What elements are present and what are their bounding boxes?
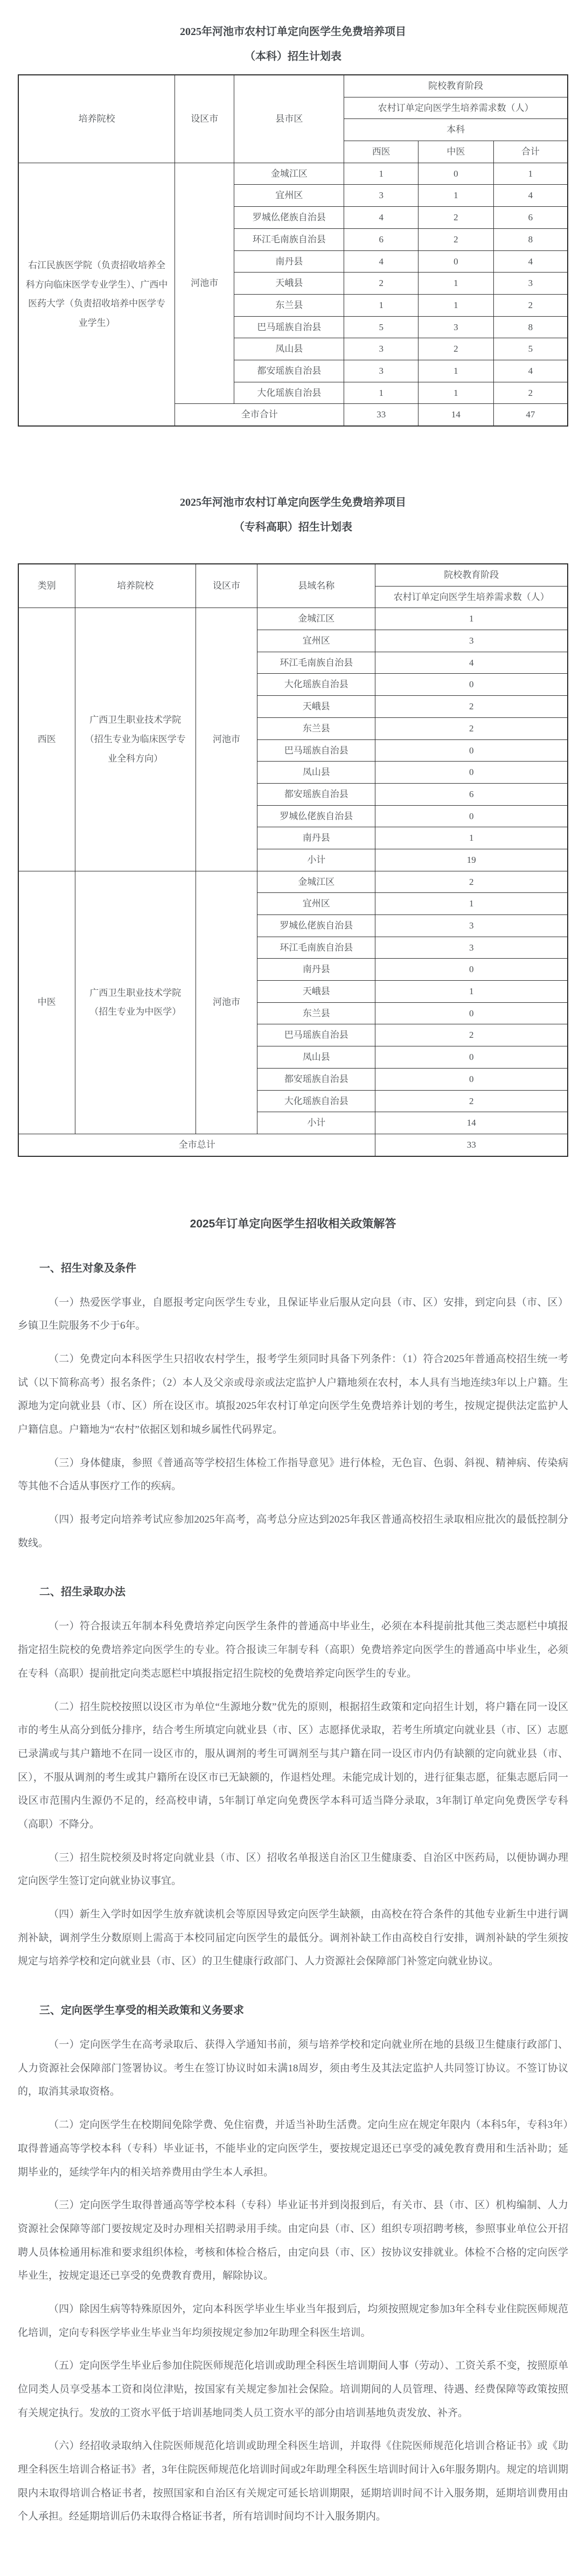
table2-row [18,871,568,893]
table2-county-cell: 都安瑶族自治县 [257,783,375,805]
table2-county-cell: 金城江区 [257,608,375,630]
table2-county-cell: 金城江区 [257,871,375,893]
table1-western-value: 4 [344,250,418,273]
table1-total-value: 4 [493,360,568,382]
table1-total-value: 5 [493,338,568,360]
table2-college-cell: 广西卫生职业技术学院（招生专业为临床医学专业全科方向） [75,608,196,871]
table2-subtotal-value: 14 [375,1112,568,1134]
table2-header-city: 设区市 [196,564,257,608]
table1-city-cell: 河池市 [175,163,234,404]
table1-chinese-value: 1 [418,382,494,404]
table2-county-cell: 凤山县 [257,1046,375,1069]
table2-city-cell: 河池市 [196,871,257,1134]
table2-subtotal-label: 小计 [257,849,375,871]
table1-total-value: 2 [493,382,568,404]
table2-header-category: 类别 [18,564,75,608]
table2-county-cell: 天峨县 [257,696,375,718]
table2-header-stage: 院校教育阶段 [375,564,568,586]
table1-county-cell: 罗城仫佬族自治县 [234,207,344,229]
table1-county-cell: 宜州区 [234,185,344,207]
table2-demand-value: 1 [375,893,568,915]
policy-paragraph: （二）定向医学生在校期间免除学费、免住宿费，并适当补助生活费。定向生应在规定年限内（本科5年，专科3年）取得普通高等学校本科（专科）毕业证书，不能毕业的定向医学生，要按规定退还已享受的减免教育费用和生活补助；延期毕业的，延续学年内的相关培养费用由学生本人承担。 [18,2119,568,2178]
policy-paragraph: （三）身体健康，参照《普通高等学校招生体检工作指导意见》进行体检，无色盲、色弱、斜视、精神病、传染病等其他不合适从事医疗工作的疾病。 [18,1457,568,1492]
table2-demand-value: 2 [375,717,568,739]
table1-western-value: 6 [344,228,418,250]
policy-paragraph: （四）报考定向培养考试应参加2025年高考，高考总分应达到2025年我区普通高校招生录取相应批次的最低控制分数线。 [18,1514,568,1549]
policy-section [18,1215,568,2529]
table2-demand-value: 3 [375,630,568,652]
table2-demand-value: 0 [375,762,568,784]
table1-summary-total: 47 [493,404,568,426]
table1-total-value: 2 [493,294,568,316]
table1-title-line2: （本科）招生计划表 [245,51,341,62]
table1-header-stage: 院校教育阶段 [344,75,568,97]
table1-chinese-value: 2 [418,338,494,360]
table2-demand-value: 4 [375,652,568,674]
policy-paragraph: （二）免费定向本科医学生只招收农村学生，报考学生须同时具备下列条件：（1）符合2025年普通高校招生统一考试（以下简称高考）报名条件；（2）本人及父亲或母亲或法定监护人户籍地须在农村，本人具有当地连续3年以上户籍。生源地为定向就业县（市、区）所在设区市。填报2025年农村订单定向医学生免费培养计划的考生，按规定提供法定监护人户籍信息。户籍地为“农村”依据区划和城乡属性代码界定。 [18,1353,568,1435]
table2-demand-value: 0 [375,674,568,696]
table2-county-cell: 宜州区 [257,630,375,652]
policy-section-heading: 二、招生录取办法 [39,1586,125,1598]
policy-paragraph: （二）招生院校按照以设区市为单位“生源地分数”优先的原则，根据招生政策和定向招生计划，将户籍在同一设区市的考生从高分到低分排序，结合考生所填定向就业县（市、区）志愿择优录取，若考生所填定向就业县（市、区）志愿已录满或与其户籍地不在同一设区市的，服从调剂的考生可调剂至与其户籍在同一设区市内仍有缺额的定向就业县（市、区），不服从调剂的考生或其户籍所在设区市已无缺额的，作退档处理。未能完成计划的，进行征集志愿，征集志愿后同一设区市范围内生源仍不足的，经高校申请，5年制订单定向免费医学本科可适当降分录取，3年制订单定向免费医学专科（高职）不降分。 [18,1701,568,1830]
table2-header-county: 县域名称 [257,564,375,608]
table2-demand-value: 1 [375,981,568,1003]
table1-chinese-value: 1 [418,273,494,295]
table1-college-cell: 右江民族医学院（负责招收培养全科方向临床医学专业学生）、广西中医药大学（负责招收培养中医学专业学生） [18,163,175,426]
table2-header-row-1 [18,564,568,586]
table1-title-line1: 2025年河池市农村订单定向医学生免费培养项目 [180,26,406,38]
table2-county-cell: 罗城仫佬族自治县 [257,805,375,827]
table1-total-value: 4 [493,185,568,207]
table2-demand-value: 1 [375,827,568,849]
policy-paragraph: （一）定向医学生在高考录取后、获得入学通知书前，须与培养学校和定向就业所在地的县级卫生健康行政部门、人力资源社会保障部门签署协议。考生在签订协议时如未满18周岁，须由考生及其法定监护人共同签订协议。不签订协议的，取消其录取资格。 [18,2039,568,2098]
table1-chinese-value: 1 [418,185,494,207]
table1-summary-chinese: 14 [418,404,494,426]
table2-demand-value: 2 [375,696,568,718]
table1-total-value: 3 [493,273,568,295]
table1-header-level: 本科 [344,119,568,141]
table1-county-cell: 大化瑶族自治县 [234,382,344,404]
table2-category-cell: 中医 [18,871,75,1134]
table2-county-cell: 南丹县 [257,959,375,981]
table2-county-cell: 都安瑶族自治县 [257,1068,375,1090]
table1-county-cell: 天峨县 [234,273,344,295]
table2-header-demand: 农村订单定向医学生培养需求数（人） [375,586,568,608]
table1-summary-western: 33 [344,404,418,426]
table2-demand-value: 0 [375,739,568,762]
table2-row [18,608,568,630]
table1-header-county: 县市区 [234,75,344,163]
table1-county-cell: 金城江区 [234,163,344,185]
table2-county-cell: 环江毛南族自治县 [257,652,375,674]
table2-category-cell: 西医 [18,608,75,871]
table1-row [18,163,568,185]
table2-demand-value: 2 [375,1024,568,1046]
table1-chinese-value: 3 [418,316,494,338]
policy-paragraph: （四）除因生病等特殊原因外，定向本科医学毕业生毕业当年报到后，均须按照规定参加3年全科专业住院医师规范化培训，定向专科医学毕业生毕业当年均须按规定参加2年助理全科医生培训。 [18,2303,568,2338]
table2-demand-value: 2 [375,1090,568,1112]
table1-western-value: 5 [344,316,418,338]
table1-summary-label: 全市合计 [175,404,344,426]
table1-county-cell: 环江毛南族自治县 [234,228,344,250]
table2-subtotal-value: 19 [375,849,568,871]
table1-western-value: 2 [344,273,418,295]
table1-chinese-value: 1 [418,294,494,316]
table1-header-demand: 农村订单定向医学生培养需求数（人） [344,97,568,119]
table2-county-cell: 大化瑶族自治县 [257,674,375,696]
table2-college-cell: 广西卫生职业技术学院（招生专业为中医学） [75,871,196,1134]
table1-total-value: 8 [493,228,568,250]
table2-demand-value: 0 [375,805,568,827]
table2-summary-row [18,1134,568,1156]
table1-chinese-value: 0 [418,250,494,273]
table2-title-line1: 2025年河池市农村订单定向医学生免费培养项目 [180,497,406,508]
table2-county-cell: 宜州区 [257,893,375,915]
table2-summary-label: 全市总计 [18,1134,375,1156]
table1-chinese-value: 0 [418,163,494,185]
table1-total-value: 6 [493,207,568,229]
policy-title: 2025年订单定向医学生招收相关政策解答 [190,1217,396,1230]
table2-demand-value: 0 [375,1002,568,1024]
table2-county-cell: 环江毛南族自治县 [257,937,375,959]
table1-chinese-value: 1 [418,360,494,382]
table1-county-cell: 都安瑶族自治县 [234,360,344,382]
table2-county-cell: 罗城仫佬族自治县 [257,915,375,937]
table2-demand-value: 6 [375,783,568,805]
table2-county-cell: 东兰县 [257,1002,375,1024]
table2-city-cell: 河池市 [196,608,257,871]
policy-paragraph: （一）符合报读五年制本科免费培养定向医学生条件的普通高中毕业生，必须在本科提前批其他三类志愿栏中填报指定招生院校的免费培养定向医学生的专业。符合报读三年制专科（高职）免费培养定向医学生的普通高中毕业生，必须在专科（高职）提前批定向类志愿栏中填报指定招生院校的免费培养定向医学生的专业。 [18,1621,568,1679]
table2-county-cell: 巴马瑶族自治县 [257,739,375,762]
policy-section-heading: 一、招生对象及条件 [39,1262,136,1274]
table2-county-cell: 巴马瑶族自治县 [257,1024,375,1046]
table1-header-chinese: 中医 [418,141,494,163]
table1-western-value: 3 [344,338,418,360]
table1-western-value: 3 [344,185,418,207]
table1-western-value: 1 [344,163,418,185]
policy-paragraph: （五）定向医学生毕业后参加住院医师规范化培训或助理全科医生培训期间人事（劳动）、工资关系不变，按照原单位同类人员享受基本工资和岗位津贴，按国家有关规定参加社会保险。培训期间的人员管理、待遇、经费保障等政策按照有关规定执行。发放的工资水平低于培训基地同类人员工资水平的部分由培训基地负责发放、补齐。 [18,2360,568,2419]
table2-subtotal-label: 小计 [257,1112,375,1134]
table2-demand-value: 1 [375,608,568,630]
table1-total-value: 8 [493,316,568,338]
table1-county-cell: 南丹县 [234,250,344,273]
table1-chinese-value: 2 [418,207,494,229]
table1-western-value: 3 [344,360,418,382]
table1-western-value: 1 [344,294,418,316]
table2-county-cell: 南丹县 [257,827,375,849]
table1-western-value: 1 [344,382,418,404]
table2-demand-value: 3 [375,937,568,959]
table1-header-college: 培养院校 [18,75,175,163]
table2-title-line2: （专科高职）招生计划表 [234,521,352,533]
table1-total-value: 4 [493,250,568,273]
table1-header-total: 合计 [493,141,568,163]
policy-section-heading: 三、定向医学生享受的相关政策和义务要求 [39,2005,244,2017]
table2-county-cell: 东兰县 [257,717,375,739]
table1-header-row-1 [18,75,568,97]
policy-paragraph: （三）定向医学生取得普通高等学校本科（专科）毕业证书并到岗报到后，有关市、县（市、区）机构编制、人力资源社会保障等部门要按规定及时办理相关招聘录用手续。由定向县（市、区）组织专项招聘考核，参照事业单位公开招聘人员体检通用标准和要求组织体检，考核和体检合格后，由定向县（市、区）按协议安排就业。体检不合格的定向医学毕业生，按规定退还已享受的免费教育费用，解除协议。 [18,2200,568,2282]
table2-demand-value: 0 [375,1046,568,1069]
table1-header-western: 西医 [344,141,418,163]
policy-paragraph: （三）招生院校须及时将定向就业县（市、区）招收名单报送自治区卫生健康委、自治区中医药局，以便协调办理定向医学生签订定向就业协议事宜。 [18,1852,568,1887]
table1-county-cell: 凤山县 [234,338,344,360]
table2-demand-value: 3 [375,915,568,937]
table2-header-college: 培养院校 [75,564,196,608]
policy-paragraph: （六）经招收录取纳入住院医师规范化培训或助理全科医生培训，并取得《住院医师规范化培训合格证书》或《助理全科医生培训合格证书》者，3年住院医师规范化培训时间或2年助理全科医生培训时间计入6年服务期内。规定的培训期限内未取得培训合格证书者，按照国家和自治区有关规定可延长培训期限，延期培训时间不计入服务期，延期培训费用由个人承担。经延期培训后仍未取得合格证书者，所有培训时间均不计入服务期内。 [18,2440,568,2523]
table2-county-cell: 大化瑶族自治县 [257,1090,375,1112]
table2-county-cell: 凤山县 [257,762,375,784]
table2-demand-value: 0 [375,1068,568,1090]
policy-paragraph: （四）新生入学时如因学生放弃就读机会等原因导致定向医学生缺额，由高校在符合条件的其他专业新生中进行调剂补缺，调剂学生分数原则上需高于本校同届定向医学生的最低分。调剂补缺工作由高校自行安排，调剂补缺的学生须按规定与培养学校和定向就业县（市、区）的卫生健康行政部门、人力资源社会保障部门补签定向就业协议。 [18,1909,568,1967]
table1-western-value: 4 [344,207,418,229]
table2-demand-value: 0 [375,959,568,981]
table1-county-cell: 巴马瑶族自治县 [234,316,344,338]
table1-header-city: 设区市 [175,75,234,163]
table1-total-value: 1 [493,163,568,185]
table2-demand-value: 2 [375,871,568,893]
table1-county-cell: 东兰县 [234,294,344,316]
undergraduate-plan-table [18,74,568,427]
table2-summary-value: 33 [375,1134,568,1156]
table1-chinese-value: 2 [418,228,494,250]
table2-county-cell: 天峨县 [257,981,375,1003]
junior-college-plan-table [18,563,568,1157]
policy-paragraph: （一）热爱医学事业，自愿报考定向医学生专业，且保证毕业后服从定向县（市、区）安排，到定向县（市、区）乡镇卫生院服务不少于6年。 [18,1296,568,1332]
